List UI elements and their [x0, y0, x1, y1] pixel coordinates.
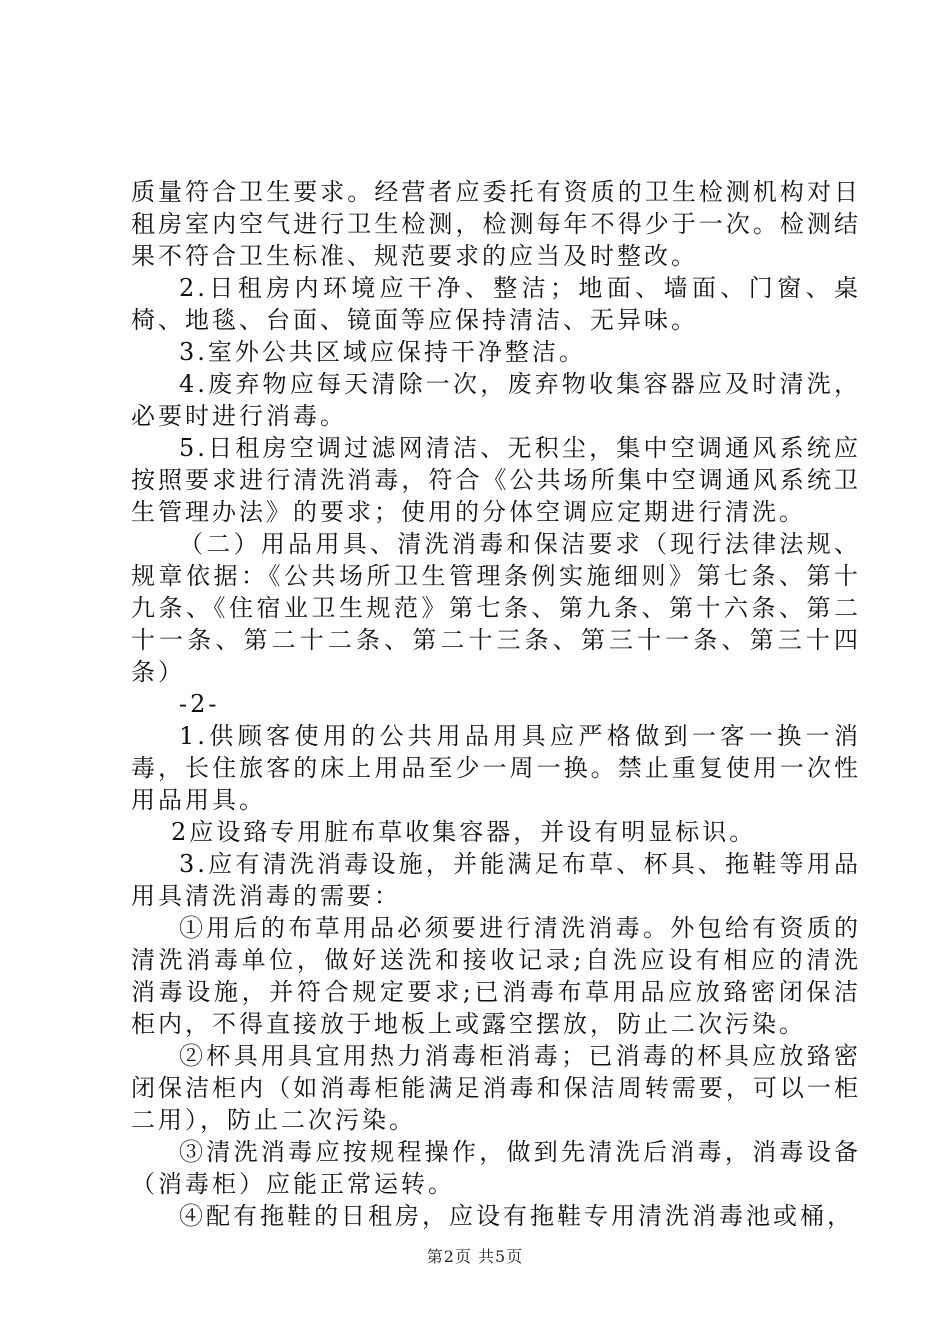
paragraph-item-4: 4.废弃物应每天清除一次，废弃物收集容器应及时清洗，必要时进行消毒。	[131, 370, 861, 430]
paragraph-item-5: 5.日租房空调过滤网清洁、无积尘，集中空调通风系统应按照要求进行清洗消毒，符合《公共场所集中空调通风系统卫生管理办法》的要求；使用的分体空调应定期进行清洗。	[131, 434, 861, 526]
paragraph-circled-4: ④配有拖鞋的日租房，应设有拖鞋专用清洗消毒池或桶，	[179, 1202, 854, 1230]
paragraph-circled-1: ①用后的布草用品必须要进行清洗消毒。外包给有资质的清洗消毒单位，做好送洗和接收记录;自洗应设有相应的清洗消毒设施，并符合规定要求;已消毒布草用品应放臵密闭保洁柜内，不得直接放于地板上或露空摆放，防止二次污染。	[131, 914, 861, 1038]
paragraph-continuation: 质量符合卫生要求。经营者应委托有资质的卫生检测机构对日租房室内空气进行卫生检测，检测每年不得少于一次。检测结果不符合卫生标准、规范要求的应当及时整改。	[131, 178, 861, 270]
document-body	[131, 176, 861, 1232]
section-heading-2: （二）用品用具、清洗消毒和保洁要求（现行法律法规、规章依据：《公共场所卫生管理条例实施细则》第七条、第十九条、《住宿业卫生规范》第七条、第九条、第十六条、第二十一条、第二十二条、第二十三条、第三十一条、第三十四条）	[131, 530, 861, 686]
paragraph-circled-3: ③清洗消毒应按规程操作，做到先清洗后消毒，消毒设备（消毒柜）应能正常运转。	[131, 1138, 861, 1198]
inline-page-marker: -2-	[179, 690, 220, 718]
paragraph-sub-item-3: 3.应有清洗消毒设施，并能满足布草、杯具、拖鞋等用品用具清洗消毒的需要：	[131, 850, 861, 910]
page-footer: 第2页 共5页	[426, 1247, 524, 1266]
paragraph-circled-2: ②杯具用具宜用热力消毒柜消毒；已消毒的杯具应放臵密闭保洁柜内（如消毒柜能满足消毒和保洁周转需要，可以一柜二用），防止二次污染。	[131, 1042, 861, 1134]
paragraph-item-2: 2.日租房内环境应干净、整洁；地面、墙面、门窗、桌椅、地毯、台面、镜面等应保持清洁、无异味。	[131, 274, 861, 334]
paragraph-item-3: 3.室外公共区域应保持干净整洁。	[179, 338, 586, 366]
paragraph-sub-item-1: 1.供顾客使用的公共用品用具应严格做到一客一换一消毒，长住旅客的床上用品至少一周一换。禁止重复使用一次性用品用具。	[131, 722, 861, 814]
paragraph-sub-item-2: 2应设臵专用脏布草收集容器，并设有明显标识。	[171, 818, 757, 846]
